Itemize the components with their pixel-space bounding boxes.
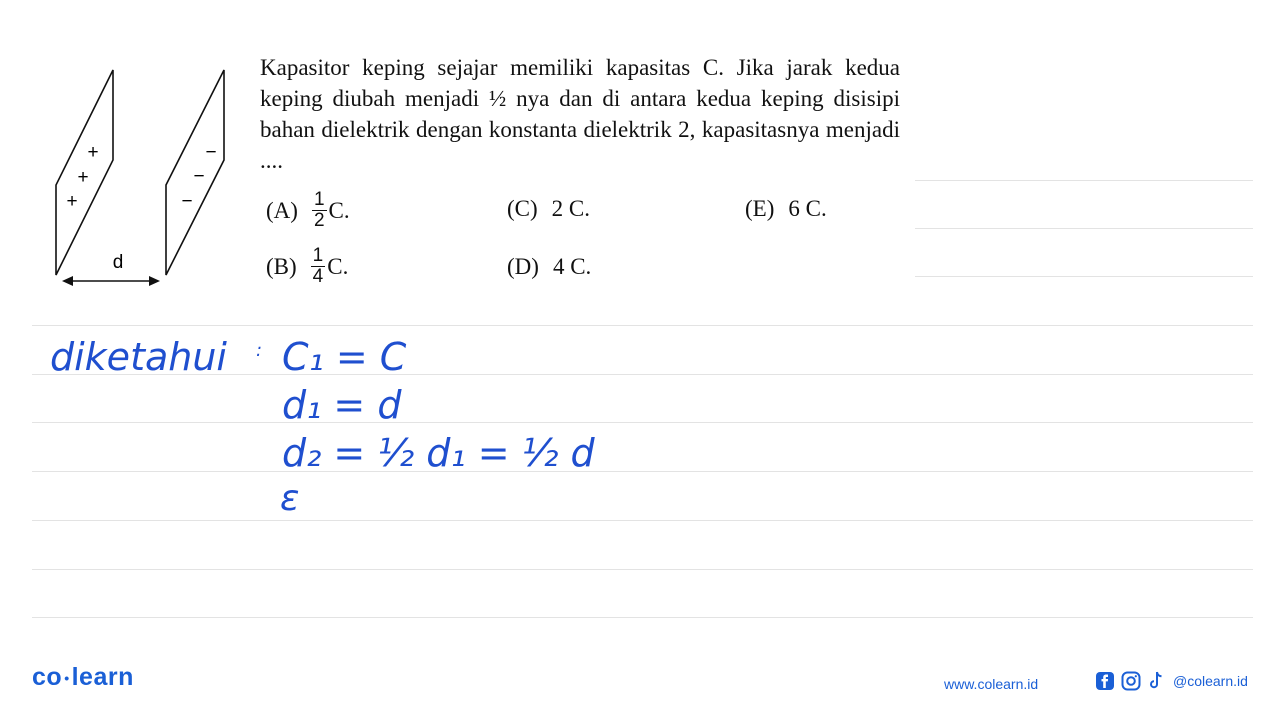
facebook-icon[interactable] <box>1095 671 1115 691</box>
option-label: (A) <box>266 197 298 223</box>
plus-sign: + <box>66 191 78 212</box>
fraction-denominator: 4 <box>312 266 324 287</box>
fraction-numerator: 1 <box>313 189 325 210</box>
note-line-1: C₁ = C <box>282 335 407 379</box>
option-e <box>745 196 827 222</box>
question-text: Kapasitor keping sejajar memiliki kapasitas C. Jika jarak kedua keping diubah menjadi ½ nya dan di antara kedua keping disisipi bahan dielektrik dengan konstanta dielektrik 2, kapasitasnya menjadi .... <box>260 55 900 173</box>
option-suffix: C. <box>328 197 350 223</box>
minus-sign: − <box>181 191 193 212</box>
option-d <box>507 254 591 280</box>
option-label: (C) <box>507 196 538 221</box>
fraction <box>311 246 326 287</box>
social-handle[interactable]: @colearn.id <box>1173 673 1248 689</box>
ruled-line <box>32 569 1253 570</box>
option-value: 2 C. <box>551 196 591 221</box>
minus-sign: − <box>205 142 217 163</box>
social-links <box>1095 671 1248 691</box>
note-line-3: d₂ = ½ d₁ = ½ d <box>282 431 595 475</box>
website-link[interactable]: www.colearn.id <box>944 676 1039 692</box>
fraction <box>312 190 327 231</box>
plus-sign: + <box>87 142 99 163</box>
option-label: (E) <box>745 196 775 221</box>
fraction-denominator: 2 <box>313 210 325 231</box>
option-label: (B) <box>266 253 297 279</box>
note-line-2: d₁ = d <box>282 383 402 427</box>
option-label: (D) <box>507 254 539 279</box>
arrow-head-left <box>62 276 73 286</box>
tiktok-icon[interactable] <box>1147 671 1165 691</box>
colearn-logo <box>32 663 134 692</box>
option-suffix: C. <box>327 253 349 279</box>
note-colon: : <box>256 340 263 361</box>
note-heading: diketahui <box>50 335 227 379</box>
logo-text-right: learn <box>71 663 134 691</box>
ruled-line <box>915 228 1253 229</box>
option-c <box>507 196 590 222</box>
ruled-line <box>32 617 1253 618</box>
option-value: 4 C. <box>552 254 592 279</box>
option-value: 6 C. <box>788 196 827 221</box>
note-line-4: ε <box>280 478 300 519</box>
handwritten-notes <box>0 320 1280 540</box>
logo-dot: • <box>64 670 70 687</box>
distance-label: d <box>112 252 124 273</box>
instagram-icon[interactable] <box>1121 671 1141 691</box>
fraction-numerator: 1 <box>312 245 324 266</box>
arrow-head-right <box>149 276 160 286</box>
plus-sign: + <box>77 167 89 188</box>
ruled-line <box>915 276 1253 277</box>
minus-sign: − <box>193 166 205 187</box>
option-b <box>266 246 348 287</box>
ruled-line <box>915 180 1253 181</box>
capacitor-diagram <box>40 55 250 300</box>
logo-text-left: co <box>32 663 63 691</box>
option-a <box>266 190 350 231</box>
